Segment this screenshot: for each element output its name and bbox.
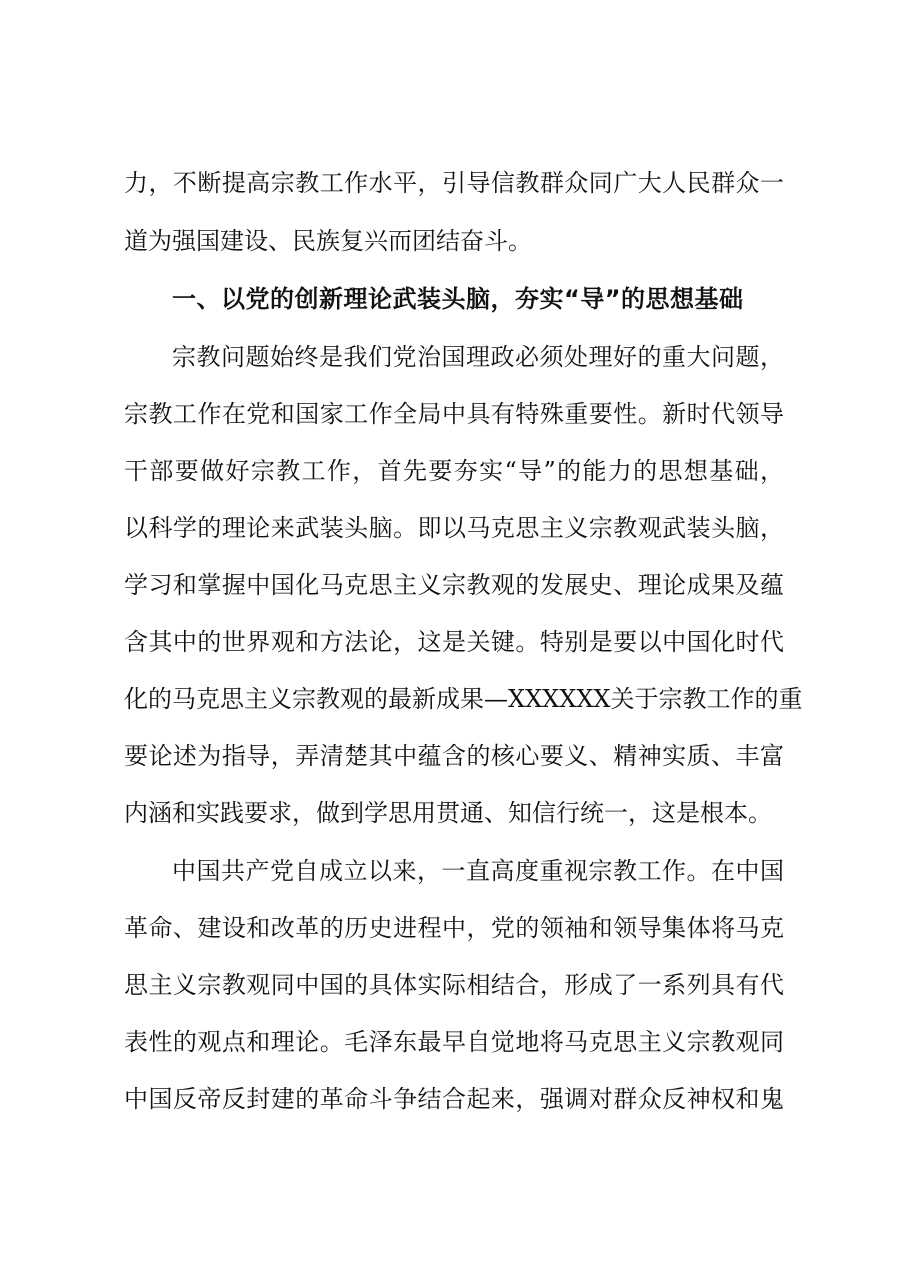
paragraph-line: 化的马克思主义宗教观的最新成果—XXXXXX关于宗教工作的重 [124,685,803,713]
paragraph-line: 中国共产党自成立以来，一直高度重视宗教工作。在中国 [172,857,784,885]
paragraph-line: 含其中的世界观和方法论，这是关键。特别是要以中国化时代 [124,628,784,656]
section-heading: 一、以党的创新理论武装头脑，夯实“导”的思想基础 [172,285,744,313]
paragraph-line: 力，不断提高宗教工作水平，引导信教群众同广大人民群众一 [124,169,784,197]
paragraph-line: 以科学的理论来武装头脑。即以马克思主义宗教观武装头脑， [124,514,784,542]
paragraph-line: 革命、建设和改革的历史进程中，党的领袖和领导集体将马克 [124,914,784,942]
paragraph-line: 表性的观点和理论。毛泽东最早自觉地将马克思主义宗教观同 [124,1028,784,1056]
paragraph-line: 要论述为指导，弄清楚其中蕴含的核心要义、精神实质、丰富 [124,742,784,770]
paragraph-line: 思主义宗教观同中国的具体实际相结合，形成了一系列具有代 [124,971,784,999]
paragraph-line: 道为强国建设、民族复兴而团结奋斗。 [124,227,532,255]
paragraph-line: 宗教问题始终是我们党治国理政必须处理好的重大问题， [172,343,784,371]
paragraph-line: 中国反帝反封建的革命斗争结合起来，强调对群众反神权和鬼 [124,1085,784,1113]
paragraph-line: 宗教工作在党和国家工作全局中具有特殊重要性。新时代领导 [124,400,784,428]
paragraph-line: 干部要做好宗教工作，首先要夯实“导”的能力的思想基础， [124,457,784,485]
paragraph-line: 学习和掌握中国化马克思主义宗教观的发展史、理论成果及蕴 [124,571,784,599]
paragraph-line: 内涵和实践要求，做到学思用贯通、知信行统一，这是根本。 [124,799,772,827]
